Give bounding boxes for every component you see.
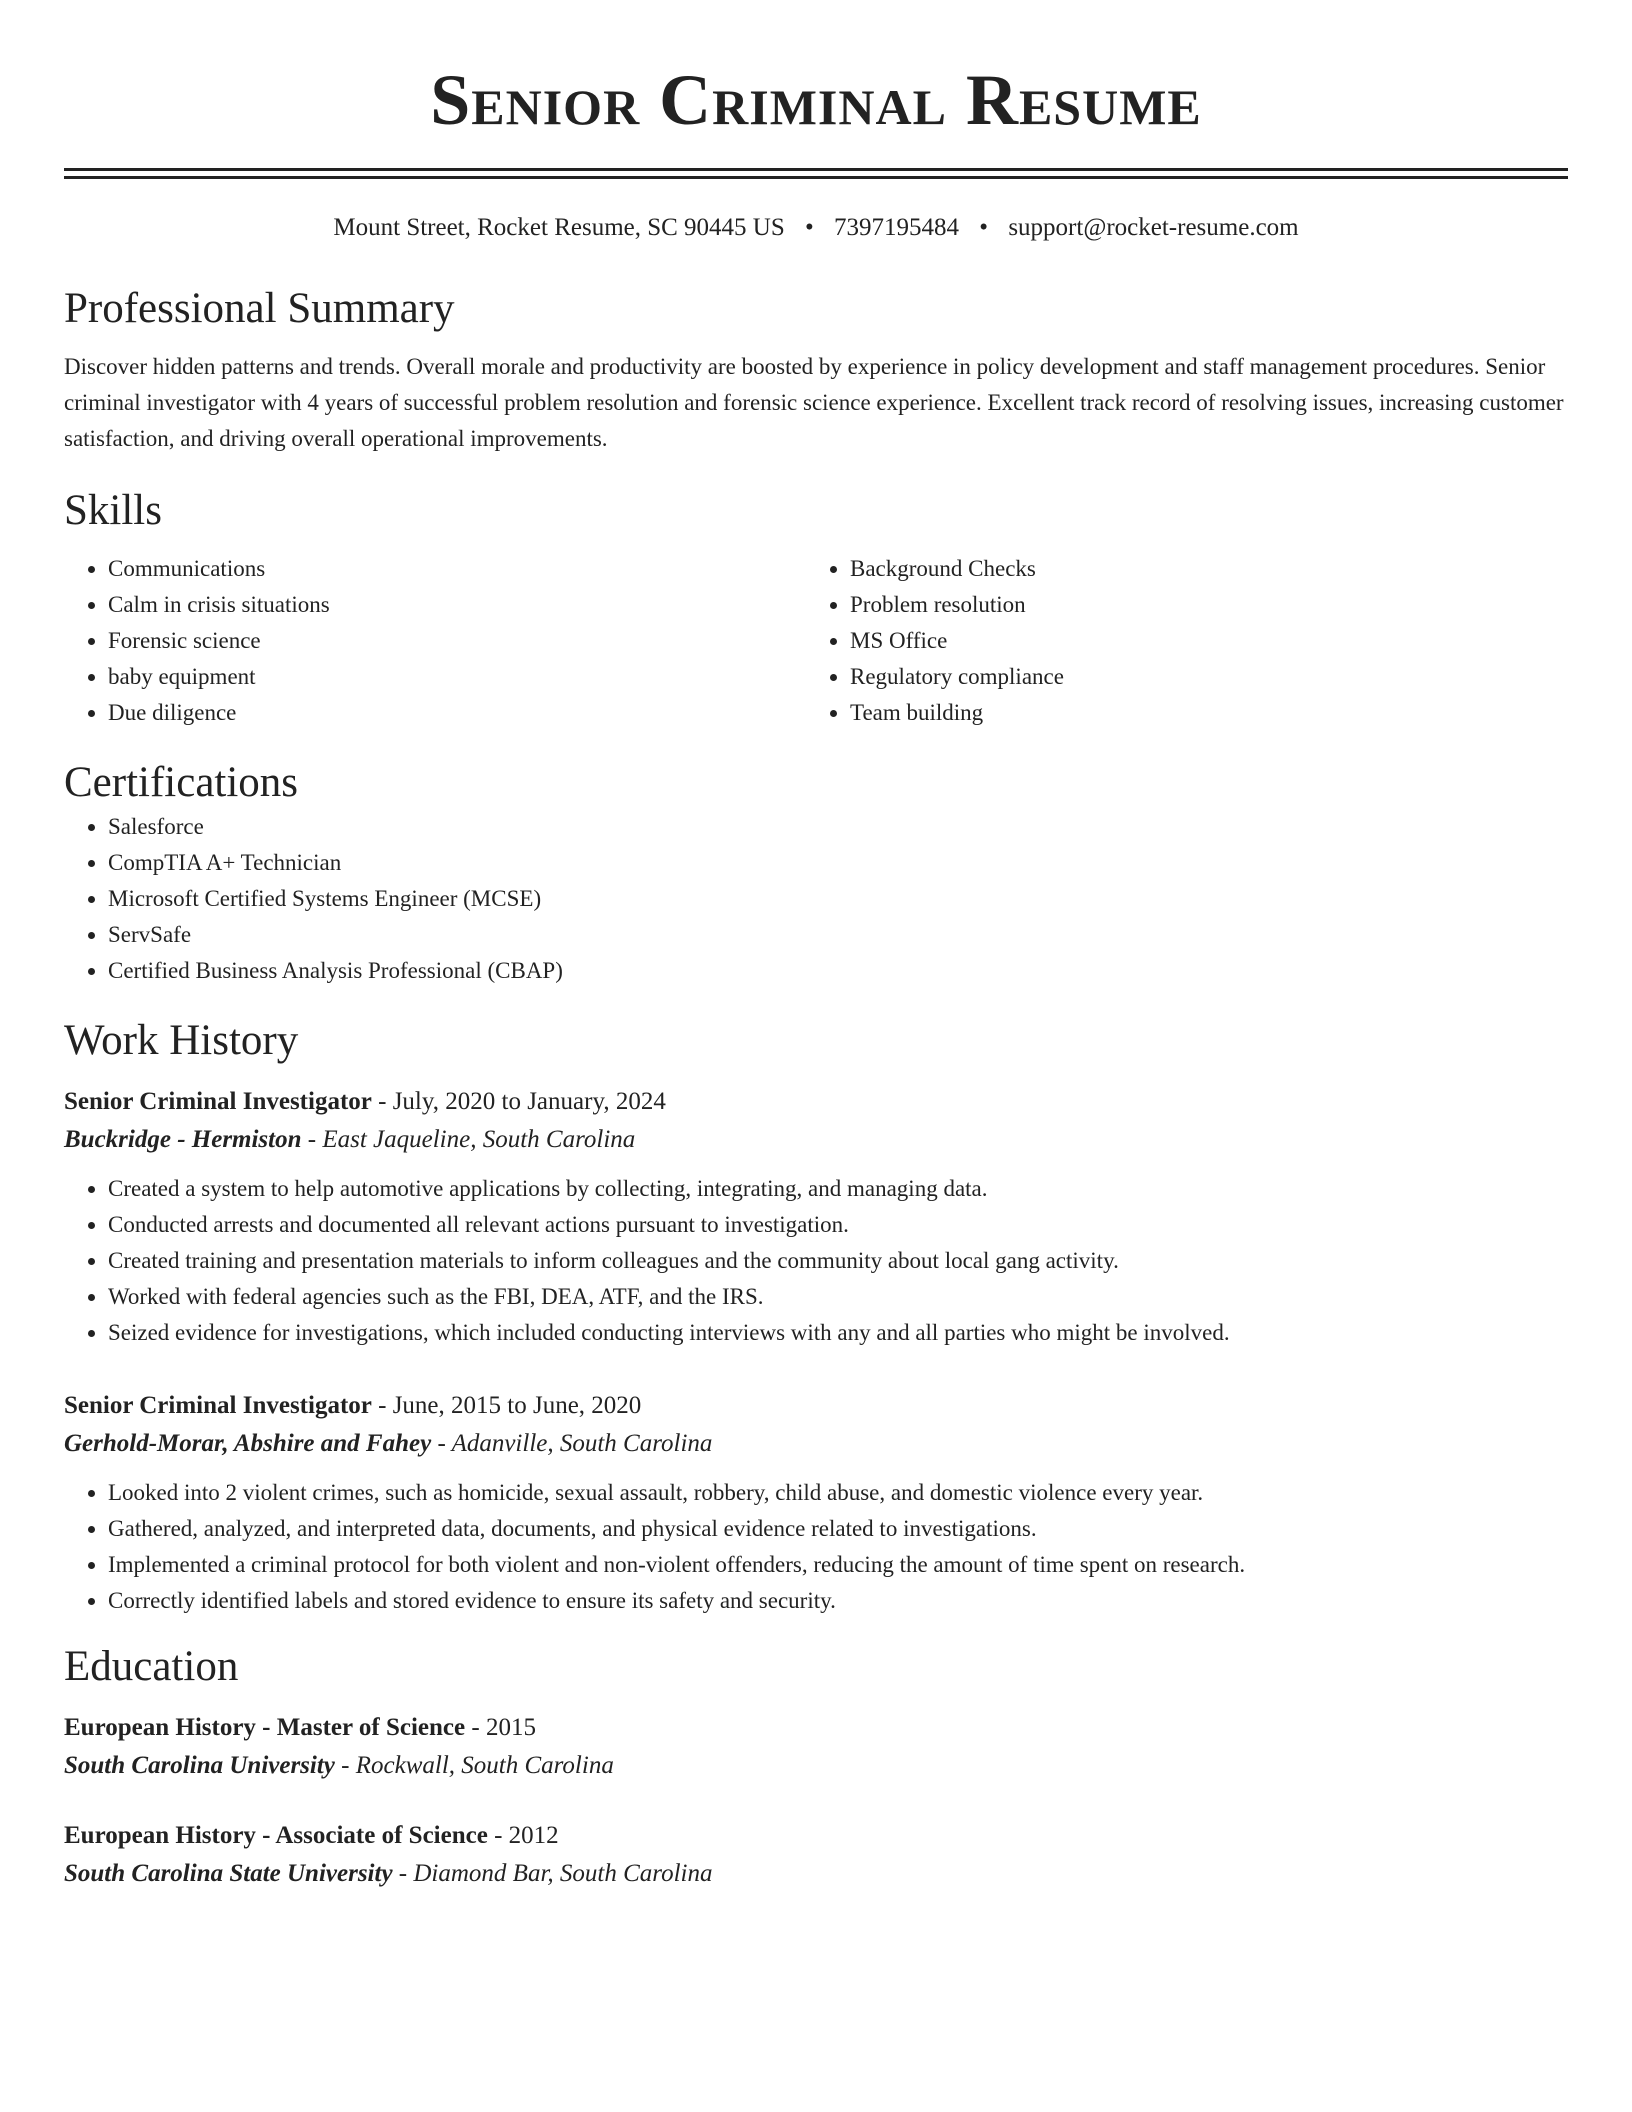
skills-column-left [64, 551, 806, 731]
contact-separator: • [979, 214, 989, 241]
contact-phone: 7397195484 [834, 214, 960, 241]
job-duty: • Looked into 2 violent crimes, such as homicide, sexual assault, robbery, child abuse, and domestic violence every year. [108, 1475, 1568, 1511]
title-divider-bottom [64, 176, 1568, 179]
job-duty: • Implemented a criminal protocol for both violent and non-violent offenders, reducing the amount of time spent on research. [108, 1547, 1568, 1583]
certification-item: • ServSafe [108, 917, 1568, 953]
job-duty: • Worked with federal agencies such as the FBI, DEA, ATF, and the IRS. [108, 1279, 1568, 1315]
education-entry [64, 1817, 1568, 1893]
skills-heading: Skills [64, 487, 162, 534]
skill-item: • Calm in crisis situations [108, 587, 806, 623]
job-duty: • Gathered, analyzed, and interpreted data, documents, and physical evidence related to investigations. [108, 1511, 1568, 1547]
skill-item: • Background Checks [850, 551, 1548, 587]
skills-list [64, 551, 1568, 731]
dash-separator: - [371, 1088, 393, 1115]
school-location: Diamond Bar, South Carolina [413, 1860, 713, 1887]
job-title-line [64, 1083, 1568, 1121]
job-dates: June, 2015 to June, 2020 [392, 1392, 642, 1419]
education-entry [64, 1709, 1568, 1785]
job-role: Senior Criminal Investigator [64, 1088, 372, 1115]
contact-email: support@rocket-resume.com [1008, 214, 1299, 241]
company-name: Gerhold-Morar, Abshire and Fahey [64, 1430, 432, 1457]
certifications-heading: Certifications [64, 759, 299, 806]
job-entry [64, 1387, 1568, 1619]
company-location: Adanville, South Carolina [451, 1430, 713, 1457]
education-heading: Education [64, 1643, 239, 1690]
job-duty: • Seized evidence for investigations, which included conducting interviews with any and all parties who might be involved. [108, 1315, 1568, 1351]
school-line [64, 1747, 1568, 1785]
dash-separator: - [431, 1430, 452, 1457]
job-role: Senior Criminal Investigator [64, 1392, 372, 1419]
job-duty: • Conducted arrests and documented all relevant actions pursuant to investigation. [108, 1207, 1568, 1243]
contact-line [64, 213, 1568, 243]
company-line [64, 1425, 1568, 1463]
degree-year: 2015 [485, 1714, 536, 1741]
skills-column-right [806, 551, 1548, 731]
job-duty: • Created training and presentation materials to inform colleagues and the community about local gang activity. [108, 1243, 1568, 1279]
contact-address: Mount Street, Rocket Resume, SC 90445 US [333, 214, 785, 241]
job-duty: • Correctly identified labels and stored evidence to ensure its safety and security. [108, 1583, 1568, 1619]
skill-item: • Regulatory compliance [850, 659, 1548, 695]
summary-text: Discover hidden patterns and trends. Overall morale and productivity are boosted by experience in policy development and staff management procedures. Senior criminal investigator with 4 years of successful problem resolution and forensic science experience. Excellent track record of resolving issues, increasing customer satisfaction, and driving overall operational improvements. [64, 354, 1564, 451]
certification-item: • Certified Business Analysis Professional (CBAP) [108, 953, 1568, 989]
skill-item: • Forensic science [108, 623, 806, 659]
company-line [64, 1121, 1568, 1159]
job-title-line [64, 1387, 1568, 1425]
skill-item: • Team building [850, 695, 1548, 731]
school-name: South Carolina University [64, 1752, 335, 1779]
resume-title: Senior Criminal Resume [430, 60, 1202, 140]
school-location: Rockwall, South Carolina [355, 1752, 614, 1779]
degree-year: 2012 [508, 1822, 559, 1849]
degree-line [64, 1817, 1568, 1855]
contact-separator: • [805, 214, 814, 241]
certification-item: • Microsoft Certified Systems Engineer (MCSE) [108, 881, 1568, 917]
job-entry [64, 1083, 1568, 1351]
company-name: Buckridge - Hermiston [64, 1126, 302, 1153]
dash-separator: - [465, 1714, 486, 1741]
degree-name: European History - Associate of Science [64, 1822, 488, 1849]
degree-name: European History - Master of Science [64, 1714, 466, 1741]
certifications-list [64, 809, 1568, 989]
job-dates: July, 2020 to January, 2024 [392, 1088, 666, 1115]
work-history-heading: Work History [64, 1017, 299, 1064]
skill-item: • Communications [108, 551, 806, 587]
job-duty: • Created a system to help automotive applications by collecting, integrating, and managing data. [108, 1171, 1568, 1207]
dash-separator: - [371, 1392, 393, 1419]
title-divider-top [64, 168, 1568, 171]
degree-line [64, 1709, 1568, 1747]
skill-item: • MS Office [850, 623, 1548, 659]
dash-separator: - [487, 1822, 509, 1849]
dash-separator: - [334, 1752, 356, 1779]
certification-item: • Salesforce [108, 809, 1568, 845]
skill-item: • Problem resolution [850, 587, 1548, 623]
school-name: South Carolina State University [64, 1860, 393, 1887]
school-line [64, 1855, 1568, 1893]
dash-separator: - [392, 1860, 414, 1887]
skill-item: • Due diligence [108, 695, 806, 731]
certification-item: • CompTIA A+ Technician [108, 845, 1568, 881]
skill-item: • baby equipment [108, 659, 806, 695]
dash-separator: - [301, 1126, 323, 1153]
job-duties-list [64, 1171, 1568, 1351]
company-location: East Jaqueline, South Carolina [322, 1126, 636, 1153]
summary-heading: Professional Summary [64, 285, 455, 332]
job-duties-list [64, 1475, 1568, 1619]
